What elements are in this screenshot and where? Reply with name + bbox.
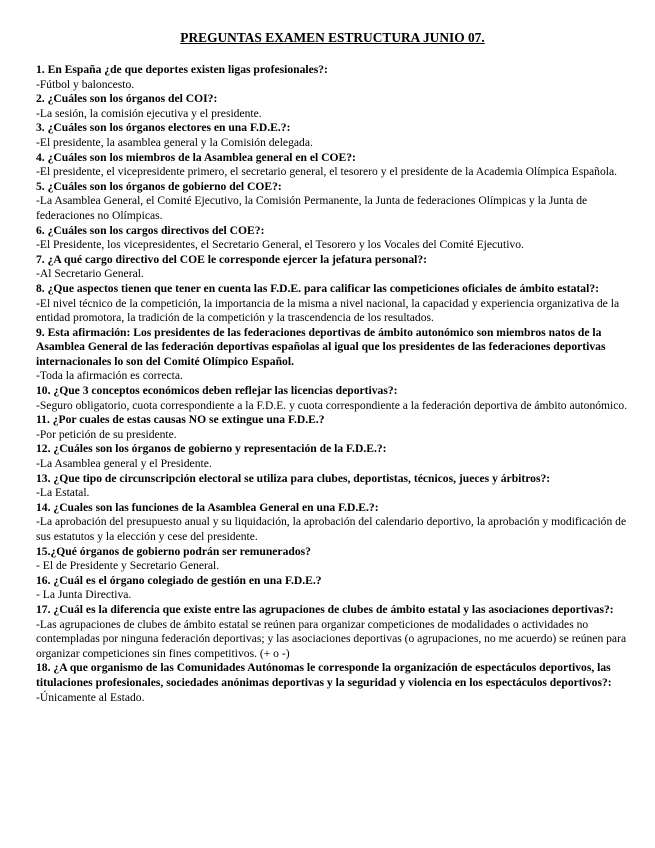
question-text: 7. ¿A qué cargo directivo del COE le corresponde ejercer la jefatura personal?: xyxy=(36,252,427,266)
question-item xyxy=(36,92,629,121)
question-text: 13. ¿Que tipo de circunscripción electoral se utiliza para clubes, deportistas, técnicos, jueces y árbitros?: xyxy=(36,471,551,485)
answer-text: -Por petición de su presidente. xyxy=(36,427,177,441)
question-item xyxy=(36,63,629,92)
question-text: 9. Esta afirmación: Los presidentes de las federaciones deportivas de ámbito autonómico son miembros natos de la Asamblea General de las federación deportivas españolas al igual que los presidentes de las federaciones deportivas internacionales lo son del Comité Olímpico Español. xyxy=(36,325,606,368)
question-item xyxy=(36,224,629,253)
question-item xyxy=(36,384,629,413)
answer-text: -El nivel técnico de la competición, la importancia de la misma a nivel nacional, la capacidad y experiencia organizativa de la entidad promotora, la tradición de la competición y la trascendencia de los resultados. xyxy=(36,296,620,325)
question-text: 15.¿Qué órganos de gobierno podrán ser remunerados? xyxy=(36,544,311,558)
question-text: 16. ¿Cuál es el órgano colegiado de gestión en una F.D.E.? xyxy=(36,573,322,587)
answer-text: -Las agrupaciones de clubes de ámbito estatal se reúnen para organizar competiciones de modalidades o actividades no contempladas por ninguna federación deportivas; y las asociaciones deportivas (o agrupaciones, no me acuerdo) se reúnen para organizar competiciones sin fines competitivos. (+ o -) xyxy=(36,617,627,660)
answer-text: -Fútbol y baloncesto. xyxy=(36,77,135,91)
question-text: 10. ¿Que 3 conceptos económicos deben reflejar las licencias deportivas?: xyxy=(36,384,398,398)
answer-text: -El presidente, la asamblea general y la Comisión delegada. xyxy=(36,135,313,149)
question-item xyxy=(36,180,629,224)
answer-text: -La Asamblea general y el Presidente. xyxy=(36,457,212,471)
question-item xyxy=(36,545,629,574)
answer-text: -La Asamblea General, el Comité Ejecutivo, la Comisión Permanente, la Junta de federaciones Olímpicas y la Junta de federaciones no Olímpicas. xyxy=(36,194,588,222)
question-item xyxy=(36,413,629,442)
answer-text: -La aprobación del presupuesto anual y su liquidación, la aprobación del calendario deportivo, la aprobación y modificación de sus estatutos y la elección y cese del presidente. xyxy=(36,515,627,543)
question-text: 1. En España ¿de que deportes existen ligas profesionales?: xyxy=(36,63,328,76)
question-item xyxy=(36,603,629,661)
page-title: PREGUNTAS EXAMEN ESTRUCTURA JUNIO 07. xyxy=(180,30,485,45)
question-text: 3. ¿Cuáles son los órganos electores en una F.D.E.?: xyxy=(36,121,291,135)
question-item xyxy=(36,501,629,545)
question-item xyxy=(36,442,629,471)
question-item xyxy=(36,121,629,150)
question-text: 5. ¿Cuáles son los órganos de gobierno del COE?: xyxy=(36,179,282,193)
answer-text: -La Estatal. xyxy=(36,486,90,500)
question-item xyxy=(36,574,629,603)
answer-text: -Seguro obligatorio, cuota correspondiente a la F.D.E. y cuota correspondiente a la federación deportiva de ámbito autonómico. xyxy=(36,398,628,412)
question-text: 8. ¿Que aspectos tienen que tener en cuenta las F.D.E. para calificar las competiciones oficiales de ámbito estatal?: xyxy=(36,281,599,295)
answer-text: -La sesión, la comisión ejecutiva y el presidente. xyxy=(36,106,262,120)
question-item xyxy=(36,472,629,501)
answer-text: -Al Secretario General. xyxy=(36,267,144,281)
answer-text: -El Presidente, los vicepresidentes, el Secretario General, el Tesorero y los Vocales del Comité Ejecutivo. xyxy=(36,238,524,252)
answer-text: - El de Presidente y Secretario General. xyxy=(36,559,220,573)
question-item xyxy=(36,661,629,705)
answer-text: -El presidente, el vicepresidente primero, el secretario general, el tesorero y el presidente de la Academia Olímpica Española. xyxy=(36,165,618,179)
question-text: 12. ¿Cuáles son los órganos de gobierno y representación de la F.D.E.?: xyxy=(36,442,387,456)
question-text: 18. ¿A que organismo de las Comunidades Autónomas le corresponde la organización de espectáculos deportivos, las titulaciones profesionales, sociedades anónimas deportivas y la seguridad y violencia en los espectáculos deportivos?: xyxy=(36,661,612,689)
question-item xyxy=(36,253,629,282)
answer-text: -Únicamente al Estado. xyxy=(36,690,145,704)
question-item xyxy=(36,151,629,180)
question-item xyxy=(36,326,629,384)
question-text: 2. ¿Cuáles son los órganos del COI?: xyxy=(36,92,218,106)
answer-text: -Toda la afirmación es correcta. xyxy=(36,369,183,383)
question-text: 14. ¿Cuales son las funciones de la Asamblea General en una F.D.E.?: xyxy=(36,500,379,514)
question-list xyxy=(36,63,629,705)
question-item xyxy=(36,282,629,326)
question-text: 11. ¿Por cuales de estas causas NO se extingue una F.D.E.? xyxy=(36,413,325,427)
answer-text: - La Junta Directiva. xyxy=(36,588,132,602)
question-text: 4. ¿Cuáles son los miembros de la Asamblea general en el COE?: xyxy=(36,150,356,164)
question-text: 6. ¿Cuáles son los cargos directivos del COE?: xyxy=(36,223,265,237)
question-text: 17. ¿Cuál es la diferencia que existe entre las agrupaciones de clubes de ámbito estatal y las asociaciones deportivas?: xyxy=(36,602,614,616)
